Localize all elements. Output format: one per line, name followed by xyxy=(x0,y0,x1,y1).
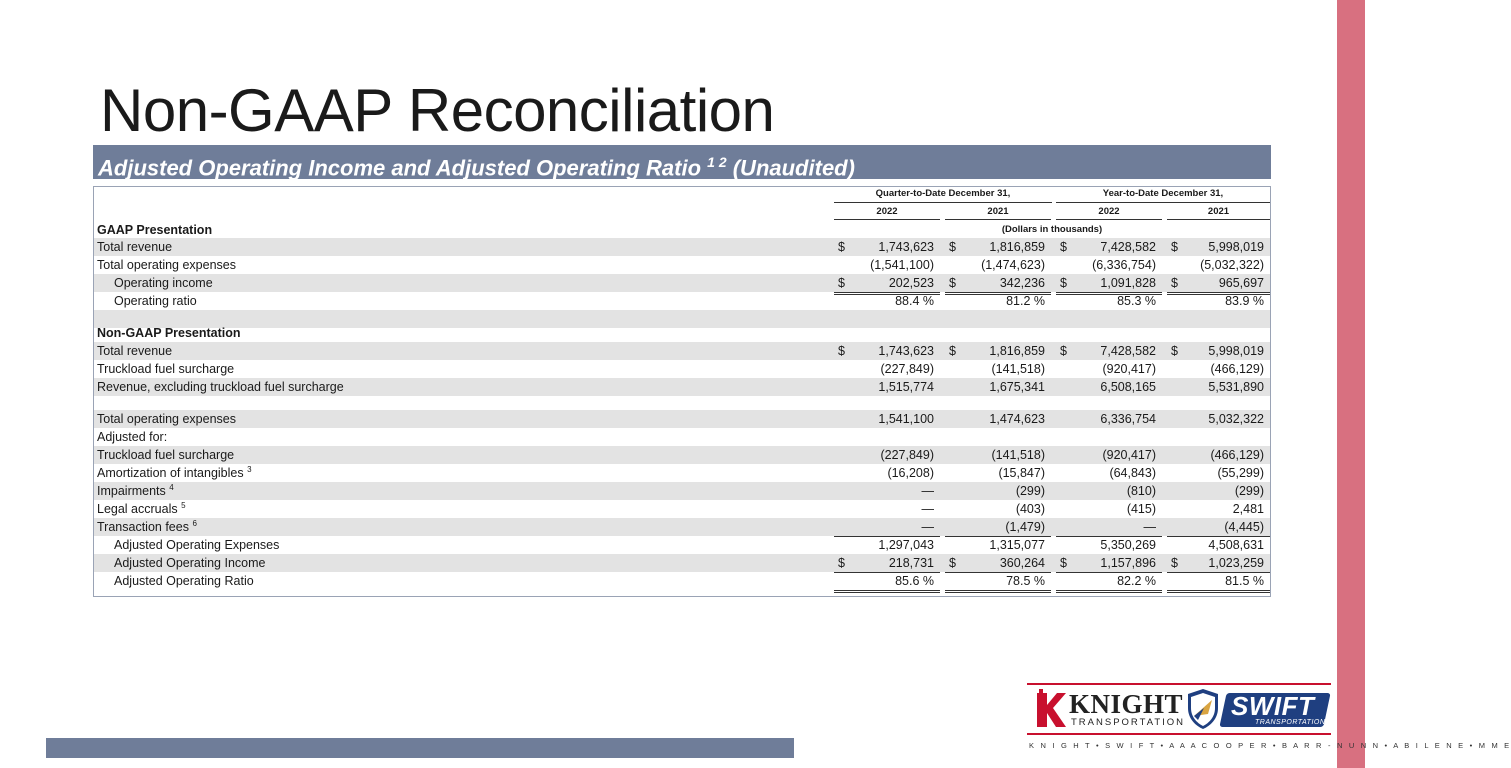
cell-value: (415) xyxy=(1126,502,1156,516)
logo-family-line: K N I G H T • S W I F T • A A A C O O P E R • B A R R - N U N N • A B I L E N E • M M E xyxy=(1029,741,1511,750)
value-cell xyxy=(1056,554,1162,573)
period-underline-qtd xyxy=(834,202,1052,203)
cell-value: — xyxy=(1143,520,1156,534)
value-cell xyxy=(1167,536,1270,554)
cell-value: (141,518) xyxy=(991,448,1045,462)
cell-value: (16,208) xyxy=(887,466,934,480)
cell-value: 342,236 xyxy=(999,276,1045,290)
table-row xyxy=(94,554,1270,572)
row-label xyxy=(97,238,172,256)
row-label xyxy=(97,518,197,536)
table-row xyxy=(94,292,1270,310)
value-cell xyxy=(834,536,940,554)
cell-value: (64,843) xyxy=(1109,466,1156,480)
value-cell xyxy=(1056,536,1162,554)
cell-value: 81.2 % xyxy=(1006,294,1045,308)
cell-value: (466,129) xyxy=(1210,448,1264,462)
value-cell xyxy=(1167,342,1270,360)
currency-symbol: $ xyxy=(1060,240,1067,254)
cell-value: 360,264 xyxy=(999,556,1045,570)
currency-symbol: $ xyxy=(949,556,956,570)
currency-symbol: $ xyxy=(949,240,956,254)
value-cell xyxy=(834,342,940,360)
value-cell xyxy=(945,536,1051,554)
table-row xyxy=(94,482,1270,500)
value-cell xyxy=(1167,554,1270,573)
cell-value: — xyxy=(921,520,934,534)
row-footnote: 5 xyxy=(181,500,186,510)
cell-value: 85.6 % xyxy=(895,574,934,588)
table-row xyxy=(94,446,1270,464)
cell-value: 81.5 % xyxy=(1225,574,1264,588)
row-label xyxy=(97,464,252,482)
value-cell xyxy=(945,446,1051,464)
shield-icon xyxy=(1186,688,1220,730)
cell-value: 1,515,774 xyxy=(878,380,934,394)
cell-value: 6,508,165 xyxy=(1100,380,1156,394)
row-label xyxy=(97,446,234,464)
cell-value: 1,541,100 xyxy=(878,412,934,426)
value-cell xyxy=(1056,482,1162,500)
row-label-text: Adjusted Operating Ratio xyxy=(114,574,254,588)
table-row xyxy=(94,274,1270,292)
table-row xyxy=(94,572,1270,590)
value-cell xyxy=(1056,446,1162,464)
table-row xyxy=(94,536,1270,554)
logo-knight-text: KNIGHT xyxy=(1069,689,1184,719)
cell-value: 2,481 xyxy=(1232,502,1264,516)
value-cell xyxy=(1167,256,1270,275)
cell-value: 6,336,754 xyxy=(1100,412,1156,426)
subtitle-footnote: 1 2 xyxy=(707,154,727,170)
cell-value: 4,508,631 xyxy=(1208,538,1264,552)
cell-value: (299) xyxy=(1015,484,1045,498)
value-cell xyxy=(1056,410,1162,428)
value-cell xyxy=(945,554,1051,573)
year-header-0: 2022 xyxy=(876,206,898,217)
value-cell xyxy=(945,464,1051,482)
table-row xyxy=(94,500,1270,518)
value-cell xyxy=(1167,482,1270,500)
value-cell xyxy=(1167,238,1270,256)
gaap-section-label: GAAP Presentation xyxy=(97,223,213,237)
currency-symbol: $ xyxy=(1171,556,1178,570)
row-label-text: Total operating expenses xyxy=(97,412,236,426)
currency-symbol: $ xyxy=(1171,276,1178,290)
cell-value: 1,743,623 xyxy=(878,240,934,254)
cell-value: 1,816,859 xyxy=(989,240,1045,254)
row-label xyxy=(97,482,174,500)
row-label-text: Revenue, excluding truckload fuel surcharge xyxy=(97,380,344,394)
value-cell xyxy=(1056,360,1162,379)
cell-value: 1,023,259 xyxy=(1208,556,1264,570)
value-cell xyxy=(945,238,1051,256)
row-label xyxy=(114,274,213,292)
cell-value: (5,032,322) xyxy=(1200,258,1264,272)
year-underline-1 xyxy=(945,219,1051,220)
cell-value: 5,998,019 xyxy=(1208,240,1264,254)
value-cell xyxy=(834,446,940,464)
value-cell xyxy=(1167,410,1270,428)
cell-value: (810) xyxy=(1126,484,1156,498)
logo-top-rule xyxy=(1027,683,1331,685)
cell-value: (299) xyxy=(1234,484,1264,498)
value-cell xyxy=(945,518,1051,537)
cell-value: 1,091,828 xyxy=(1100,276,1156,290)
value-cell xyxy=(834,410,940,428)
currency-symbol: $ xyxy=(838,344,845,358)
cell-value: 1,315,077 xyxy=(989,538,1045,552)
row-label-text: Amortization of intangibles xyxy=(97,466,244,480)
year-header-3: 2021 xyxy=(1207,206,1230,217)
row-label xyxy=(97,500,186,518)
currency-symbol: $ xyxy=(838,240,845,254)
value-cell xyxy=(945,410,1051,428)
value-cell xyxy=(945,572,1051,593)
year-underline-2 xyxy=(1056,219,1162,220)
period-underline-ytd xyxy=(1056,202,1270,203)
value-cell xyxy=(1167,446,1270,464)
row-label xyxy=(97,378,344,396)
logo-swift-text: SWIFT xyxy=(1231,691,1315,721)
cell-value: 7,428,582 xyxy=(1100,344,1156,358)
value-cell xyxy=(834,378,940,396)
row-label xyxy=(114,292,197,310)
value-cell xyxy=(945,360,1051,379)
cell-value: (15,847) xyxy=(998,466,1045,480)
currency-symbol: $ xyxy=(1171,344,1178,358)
footer-accent-bar xyxy=(46,738,794,758)
row-footnote: 4 xyxy=(169,482,174,492)
value-cell xyxy=(834,518,940,537)
row-label-text: Total revenue xyxy=(97,240,173,254)
value-cell xyxy=(834,500,940,518)
subtitle-text: Adjusted Operating Income and Adjusted Operating Ratio xyxy=(98,155,702,181)
gaap-section-header-row xyxy=(94,221,1270,239)
currency-symbol: $ xyxy=(838,556,845,570)
value-cell xyxy=(945,256,1051,275)
cell-value: — xyxy=(921,502,934,516)
row-label-text: Adjusted Operating Expenses xyxy=(114,538,280,552)
value-cell xyxy=(945,482,1051,500)
value-cell xyxy=(1167,378,1270,396)
row-label-text: Adjusted Operating Income xyxy=(114,556,266,570)
row-label xyxy=(97,428,167,446)
cell-value: (403) xyxy=(1015,502,1045,516)
cell-value: (920,417) xyxy=(1102,448,1156,462)
table-row xyxy=(94,256,1270,274)
cell-value: 5,998,019 xyxy=(1208,344,1264,358)
value-cell xyxy=(945,342,1051,360)
non-gaap-section-label: Non-GAAP Presentation xyxy=(97,326,241,340)
row-label-text: Impairments xyxy=(97,484,166,498)
cell-value: 85.3 % xyxy=(1117,294,1156,308)
value-cell xyxy=(1056,342,1162,360)
cell-value: 82.2 % xyxy=(1117,574,1156,588)
year-header-2: 2022 xyxy=(1098,206,1120,217)
row-label xyxy=(97,342,172,360)
value-cell xyxy=(1167,360,1270,379)
table-row xyxy=(94,410,1270,428)
row-label-text: Total revenue xyxy=(97,344,173,358)
cell-value: 1,297,043 xyxy=(878,538,934,552)
cell-value: (1,474,623) xyxy=(981,258,1045,272)
value-cell xyxy=(945,500,1051,518)
value-cell xyxy=(1056,464,1162,482)
cell-value: 1,816,859 xyxy=(989,344,1045,358)
units-label: (Dollars in thousands) xyxy=(1001,224,1103,235)
table-row xyxy=(94,360,1270,378)
currency-symbol: $ xyxy=(1060,276,1067,290)
cell-value: (920,417) xyxy=(1102,362,1156,376)
cell-value: (1,479) xyxy=(1005,520,1045,534)
value-cell xyxy=(1167,572,1270,593)
currency-symbol: $ xyxy=(1060,344,1067,358)
cell-value: 5,032,322 xyxy=(1208,412,1264,426)
row-footnote: 3 xyxy=(247,464,252,474)
cell-value: (466,129) xyxy=(1210,362,1264,376)
value-cell xyxy=(1056,256,1162,275)
row-label-text: Legal accruals xyxy=(97,502,178,516)
cell-value: (6,336,754) xyxy=(1092,258,1156,272)
cell-value: 5,350,269 xyxy=(1100,538,1156,552)
cell-value: 965,697 xyxy=(1218,276,1264,290)
row-label xyxy=(97,256,236,274)
subtitle-suffix: (Unaudited) xyxy=(732,155,855,181)
value-cell xyxy=(834,238,940,256)
value-cell xyxy=(834,464,940,482)
cell-value: 1,474,623 xyxy=(989,412,1045,426)
value-cell xyxy=(945,378,1051,396)
table-row xyxy=(94,238,1270,256)
logo-knight-sub: TRANSPORTATION xyxy=(1071,717,1186,728)
row-label-text: Truckload fuel surcharge xyxy=(97,362,235,376)
row-label-text: Total operating expenses xyxy=(97,258,236,272)
cell-value: — xyxy=(921,484,934,498)
value-cell xyxy=(834,360,940,379)
value-cell xyxy=(1167,464,1270,482)
cell-value: (55,299) xyxy=(1217,466,1264,480)
value-cell xyxy=(834,572,940,593)
knight-k-icon xyxy=(1035,689,1067,729)
currency-symbol: $ xyxy=(949,276,956,290)
value-cell xyxy=(1056,572,1162,593)
company-logo xyxy=(1027,683,1511,763)
cell-value: 218,731 xyxy=(888,556,934,570)
cell-value: 1,157,896 xyxy=(1100,556,1156,570)
non-gaap-section-header-row xyxy=(94,324,1270,342)
page-title: Non-GAAP Reconciliation xyxy=(100,77,775,144)
cell-value: (1,541,100) xyxy=(870,258,934,272)
value-cell xyxy=(834,482,940,500)
value-cell xyxy=(1056,378,1162,396)
cell-value: (227,849) xyxy=(880,362,934,376)
row-label xyxy=(97,360,234,378)
cell-value: 88.4 % xyxy=(895,294,934,308)
row-label-text: Adjusted for: xyxy=(97,430,168,444)
value-cell xyxy=(834,554,940,573)
row-label xyxy=(114,572,254,590)
logo-swift-sub: TRANSPORTATION xyxy=(1255,719,1326,726)
row-label-text: Operating ratio xyxy=(114,294,197,308)
cell-value: 1,675,341 xyxy=(989,380,1045,394)
row-footnote: 6 xyxy=(192,518,197,528)
period-header-ytd: Year-to-Date December 31, xyxy=(1102,188,1224,199)
cell-value: 5,531,890 xyxy=(1208,380,1264,394)
table-row xyxy=(94,342,1270,360)
cell-value: (141,518) xyxy=(991,362,1045,376)
currency-symbol: $ xyxy=(1060,556,1067,570)
currency-symbol: $ xyxy=(1171,240,1178,254)
table-row xyxy=(94,378,1270,396)
right-accent-stripe xyxy=(1337,0,1365,768)
cell-value: 83.9 % xyxy=(1225,294,1264,308)
cell-value: 202,523 xyxy=(888,276,934,290)
cell-value: 1,743,623 xyxy=(878,344,934,358)
row-label-text: Truckload fuel surcharge xyxy=(97,448,235,462)
row-label xyxy=(114,536,279,554)
currency-symbol: $ xyxy=(838,276,845,290)
row-label xyxy=(114,554,265,572)
cell-value: 7,428,582 xyxy=(1100,240,1156,254)
cell-value: (227,849) xyxy=(880,448,934,462)
value-cell xyxy=(1056,238,1162,256)
subtitle-banner xyxy=(93,145,1271,179)
logo-mid-rule xyxy=(1027,733,1331,735)
value-cell xyxy=(1056,500,1162,518)
row-label-text: Transaction fees xyxy=(97,520,189,534)
cell-value: (4,445) xyxy=(1224,520,1264,534)
year-underline-0 xyxy=(834,219,940,220)
value-cell xyxy=(1056,518,1162,537)
value-cell xyxy=(1167,500,1270,518)
table-row xyxy=(94,464,1270,482)
period-header-qtd: Quarter-to-Date December 31, xyxy=(875,188,1011,199)
currency-symbol: $ xyxy=(949,344,956,358)
year-underline-3 xyxy=(1167,219,1270,220)
cell-value: 78.5 % xyxy=(1006,574,1045,588)
value-cell xyxy=(1167,518,1270,537)
value-cell xyxy=(834,256,940,275)
table-row xyxy=(94,428,1270,446)
row-label-text: Operating income xyxy=(114,276,213,290)
row-label xyxy=(97,410,236,428)
table-row xyxy=(94,518,1270,536)
year-header-1: 2021 xyxy=(987,206,1009,217)
